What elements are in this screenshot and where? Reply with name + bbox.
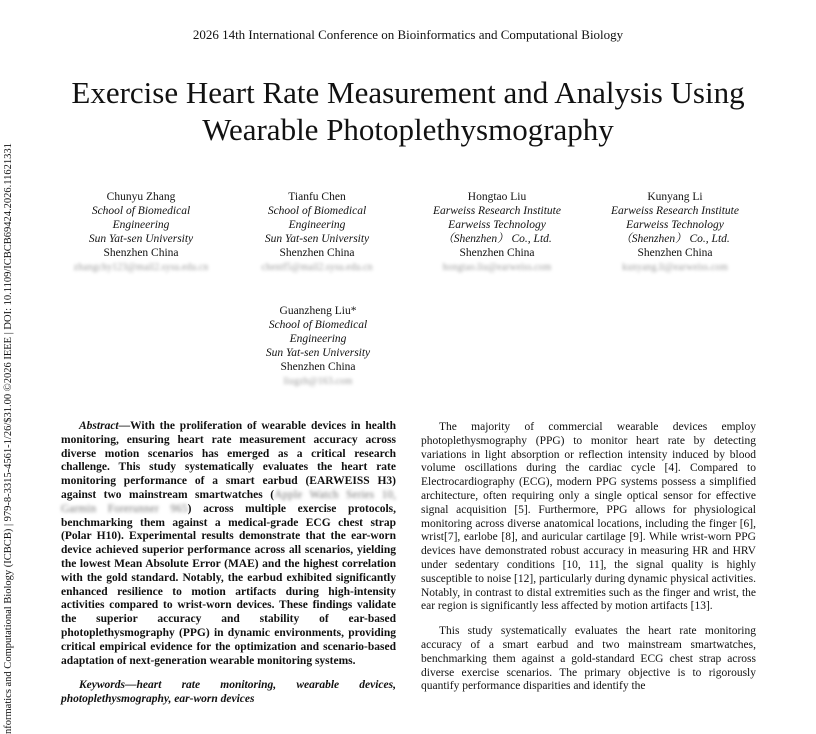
author-block-2 xyxy=(227,190,407,275)
abstract-label: Abstract xyxy=(79,420,119,432)
author-affiliation: （Shenzhen） Co., Ltd. xyxy=(620,233,730,245)
author-affiliation: Earweiss Research Institute xyxy=(433,205,561,217)
author-block-1 xyxy=(51,190,231,275)
author-name: Chunyu Zhang xyxy=(106,191,176,203)
conference-header: 2026 14th International Conference on Bioinformatics and Computational Biology xyxy=(192,27,624,42)
doi-sidebar: nformatics and Computational Biology (ICBCB) | 979-8-3315-4561-1/26/$31.00 ©2026 IEEE | DOI: 10.1109/ICBCB69424.2026.11621331 xyxy=(3,143,14,734)
author-affiliation: （Shenzhen） Co., Ltd. xyxy=(442,233,552,245)
author-city: Shenzhen China xyxy=(103,247,179,259)
author-affiliation: Sun Yat-sen University xyxy=(265,347,371,359)
author-affiliation: Engineering xyxy=(288,219,346,231)
author-affiliation: Earweiss Research Institute xyxy=(611,205,739,217)
keywords-paragraph xyxy=(61,679,396,707)
abstract-text-1: —With the proliferation of wearable devices in health monitoring, ensuring heart rate measurement accuracy across diverse motion scenarios has emerged as a critical research challenge. This study systematically evaluates the heart rate monitoring performance of a smart earbud (EARWEISS H3) against two mainstream smartwatches ( xyxy=(61,420,396,501)
author-block-3 xyxy=(407,190,587,275)
author-name: Guanzheng Liu* xyxy=(279,305,357,317)
abstract-text-2: ) across multiple exercise protocols, benchmarking them against a medical-grade ECG chest strap (Polar H10). Experimental results demonstrate that the ear-worn device achieved superior performance across all scenarios, yielding the lowest Mean Absolute Error (MAE) and the highest correlation with the gold standard. Notably, the earbud exhibited significantly enhanced resilience to motion artifacts during high-intensity activities compared to wrist-worn devices. These findings validate the superior accuracy and stability of ear-based photoplethysmography (PPG) in dynamic environments, providing critical empirical evidence for the optimization and scenario-based adaptation of next-generation wearable monitoring systems. xyxy=(61,502,396,667)
author-email: hongtao.liu@earweiss.com xyxy=(442,262,552,273)
author-affiliation: School of Biomedical xyxy=(91,205,191,217)
author-affiliation: Engineering xyxy=(289,333,347,345)
left-column xyxy=(61,420,396,707)
intro-paragraph-1: The majority of commercial wearable devices employ photoplethysmography (PPG) to monitor heart rate by detecting variations in light absorption or reflection intensity induced by blood volume oscillations during the cardiac cycle [4]. Compared to Electrocardiography (ECG), modern PPG systems possess a simplified architecture, often requiring only a single optical sensor for effective signal acquisition [5]. Furthermore, PPG allows for physiological monitoring across diverse anatomical locations, including the finger [6], wrist[7], earlobe [8], and auricular cartilage [9]. While wrist-worn PPG devices have demonstrated robust accuracy in measuring HR and HRV under sedentary conditions [10, 11], the signal quality is highly susceptible to noise [12], particularly during dynamic physical activities. Notably, in contrast to distal extremities such as the finger and wrist, the ear region is significantly less affected by motion artifacts [13]. xyxy=(421,421,756,613)
author-city: Shenzhen China xyxy=(637,247,713,259)
author-name: Kunyang Li xyxy=(647,191,703,203)
author-email: liugzh@163.com xyxy=(283,376,353,387)
author-block-5 xyxy=(228,304,408,389)
author-email: chentf5@mail2.sysu.edu.cn xyxy=(261,262,373,273)
author-block-4 xyxy=(585,190,765,275)
right-column xyxy=(421,421,756,694)
redacted-device-names: Apple Watch Series 10, Garmin Forerunner 965 xyxy=(61,488,397,515)
author-city: Shenzhen China xyxy=(280,361,356,373)
intro-paragraph-2: This study systematically evaluates the heart rate monitoring accuracy of a smart earbud and two mainstream smartwatches, benchmarking them against a gold-standard ECG chest strap across diverse exercise scenarios. The primary objective is to rigorously quantify performance disparities and identify the xyxy=(421,625,756,693)
author-affiliation: Sun Yat-sen University xyxy=(88,233,194,245)
author-city: Shenzhen China xyxy=(459,247,535,259)
author-email: zhangchy123@mail2.sysu.edu.cn xyxy=(73,262,209,273)
author-email: kunyang.li@earweiss.com xyxy=(622,262,728,273)
paper-title: Exercise Heart Rate Measurement and Analysis Using Wearable Photoplethysmography xyxy=(71,75,745,147)
author-name: Hongtao Liu xyxy=(467,191,527,203)
author-name: Tianfu Chen xyxy=(288,191,346,203)
author-city: Shenzhen China xyxy=(279,247,355,259)
abstract-paragraph xyxy=(61,420,396,668)
keywords-text: —heart rate monitoring, wearable devices, photoplethysmography, ear-worn devices xyxy=(61,679,396,706)
author-affiliation: Sun Yat-sen University xyxy=(264,233,370,245)
author-affiliation: Earweiss Technology xyxy=(448,219,546,231)
author-affiliation: Earweiss Technology xyxy=(626,219,724,231)
keywords-label: Keywords xyxy=(79,679,125,692)
author-affiliation: School of Biomedical xyxy=(267,205,367,217)
author-affiliation: School of Biomedical xyxy=(268,319,368,331)
author-affiliation: Engineering xyxy=(112,219,170,231)
